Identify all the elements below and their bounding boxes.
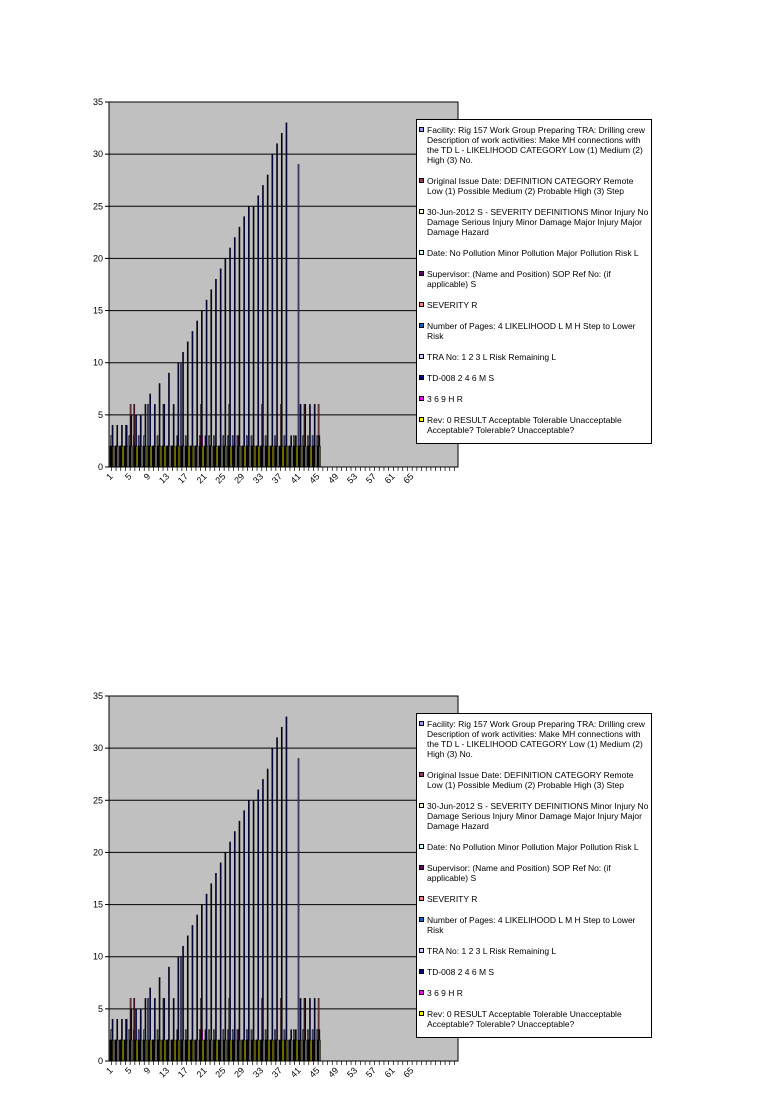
bar	[249, 446, 250, 467]
x-tick-label: 5	[122, 1065, 134, 1076]
legend-item	[419, 863, 649, 883]
bar	[235, 1040, 236, 1061]
bar	[277, 1040, 278, 1061]
legend-swatch	[419, 302, 424, 307]
bar	[272, 748, 273, 1061]
bar	[155, 446, 156, 467]
bar	[298, 759, 299, 1061]
legend-swatch	[419, 896, 424, 901]
bar	[192, 1040, 193, 1061]
legend-label: 30-Jun-2012 S - SEVERITY DEFINITIONS Minor Injury No Damage Serious Injury Minor Damage Major Injury Major Damage Hazard	[427, 801, 649, 831]
x-tick-label: 45	[307, 1065, 322, 1080]
bar	[211, 446, 212, 467]
bar	[286, 717, 287, 1061]
bar	[248, 800, 249, 1061]
y-tick-label: 20	[92, 253, 103, 264]
bar	[296, 446, 297, 467]
plot-area	[109, 102, 458, 467]
legend-label: Original Issue Date: DEFINITION CATEGORY Remote Low (1) Possible Medium (2) Probable High (3) Step	[427, 176, 634, 196]
x-tick-label: 61	[382, 1065, 397, 1080]
legend-swatch	[419, 969, 424, 974]
bar	[291, 446, 292, 467]
bar	[131, 1040, 132, 1061]
x-tick-label: 57	[363, 471, 378, 486]
bar	[244, 217, 245, 467]
bar	[253, 206, 254, 467]
legend-label: Date: No Pollution Minor Pollution Major Pollution Risk L	[427, 248, 639, 258]
legend-swatch	[419, 865, 424, 870]
legend-item	[419, 394, 649, 404]
bar	[258, 1040, 259, 1061]
bar	[215, 279, 216, 467]
legend-item	[419, 300, 649, 310]
bar	[239, 1040, 240, 1061]
bar	[277, 144, 278, 467]
bar	[169, 1040, 170, 1061]
legend-item	[419, 352, 649, 362]
legend-item	[419, 967, 649, 977]
bar	[174, 446, 175, 467]
bar	[272, 1040, 273, 1061]
bar	[234, 238, 235, 467]
bar	[164, 1040, 165, 1061]
legend-swatch	[419, 844, 424, 849]
bar	[188, 446, 189, 467]
legend-label: TD-008 2 4 6 M S	[427, 373, 495, 383]
x-tick-label: 1	[104, 471, 115, 482]
legend-item	[419, 770, 649, 790]
x-tick-label: 41	[288, 1065, 303, 1080]
bar	[291, 1040, 292, 1061]
bar	[160, 1040, 161, 1061]
bar	[211, 290, 212, 467]
bar	[207, 1040, 208, 1061]
bar	[301, 446, 302, 467]
y-tick-label: 15	[92, 899, 103, 910]
bar	[113, 1040, 114, 1061]
x-tick-label: 29	[232, 471, 247, 486]
legend-label: SEVERITY R	[427, 300, 478, 310]
bar	[282, 1040, 283, 1061]
bar	[267, 175, 268, 467]
bar	[230, 1040, 231, 1061]
y-tick-label: 0	[97, 462, 103, 472]
bar	[216, 1040, 217, 1061]
legend-item	[419, 801, 649, 831]
bar	[164, 446, 165, 467]
bar	[127, 446, 128, 467]
bar	[244, 1040, 245, 1061]
risk-chart-top	[0, 0, 768, 520]
legend-label: Number of Pages: 4 LIKELIHOOD L M H Step to Lower Risk	[427, 321, 636, 341]
x-tick-label: 57	[363, 1065, 378, 1080]
bar	[160, 446, 161, 467]
legend-label: Supervisor: (Name and Position) SOP Ref No: (if applicable) S	[427, 269, 611, 289]
legend-label: 30-Jun-2012 S - SEVERITY DEFINITIONS Minor Injury No Damage Serious Injury Minor Damage Major Injury Major Damage Hazard	[427, 207, 649, 237]
x-tick-label: 9	[141, 1065, 153, 1076]
bar	[248, 206, 249, 467]
x-tick-label: 25	[213, 1065, 228, 1080]
bar	[117, 446, 118, 467]
legend-swatch	[419, 417, 424, 422]
legend-swatch	[419, 127, 424, 132]
bar	[225, 258, 226, 467]
x-tick-label: 61	[382, 471, 397, 486]
bar	[183, 446, 184, 467]
legend-label: TD-008 2 4 6 M S	[427, 967, 495, 977]
bar	[253, 800, 254, 1061]
bar	[310, 446, 311, 467]
legend-label: Rev: 0 RESULT Acceptable Tolerable Unacceptable Acceptable? Tolerable? Unacceptable?	[427, 1009, 622, 1029]
x-tick-label: 49	[326, 1065, 341, 1080]
bar	[183, 1040, 184, 1061]
bar	[239, 446, 240, 467]
legend-swatch	[419, 375, 424, 380]
bar	[188, 1040, 189, 1061]
bar	[192, 446, 193, 467]
x-tick-label: 41	[288, 471, 303, 486]
chart-svg	[0, 594, 768, 1114]
plot-area	[109, 696, 458, 1061]
risk-chart-bottom	[0, 594, 768, 1114]
bar	[277, 738, 278, 1061]
bar	[268, 446, 269, 467]
x-tick-label: 21	[194, 471, 209, 486]
x-tick-label: 37	[269, 1065, 284, 1080]
legend-item	[419, 176, 649, 196]
bar	[197, 915, 198, 1061]
bar	[268, 1040, 269, 1061]
legend-label: Supervisor: (Name and Position) SOP Ref No: (if applicable) S	[427, 863, 611, 883]
bar	[263, 446, 264, 467]
bar	[127, 1040, 128, 1061]
legend-swatch	[419, 209, 424, 214]
legend-label: Facility: Rig 157 Work Group Preparing TRA: Drilling crew Description of work activities: Make MH connections with the TD L - LIKELIHOOD CATEGORY Low (1) Medium (2) High (3) No.	[427, 719, 645, 759]
y-tick-label: 10	[92, 951, 103, 962]
x-tick-label: 21	[194, 1065, 209, 1080]
legend-label: TRA No: 1 2 3 L Risk Remaining L	[427, 946, 557, 956]
bar	[230, 446, 231, 467]
bar	[169, 446, 170, 467]
x-tick-label: 37	[269, 471, 284, 486]
bar	[286, 1040, 287, 1061]
legend-swatch	[419, 396, 424, 401]
bar	[220, 863, 221, 1061]
legend-item	[419, 373, 649, 383]
bar	[239, 821, 240, 1061]
x-tick-label: 25	[213, 471, 228, 486]
x-tick-label: 1	[104, 1065, 115, 1076]
bar	[262, 185, 263, 467]
chart-legend	[416, 713, 652, 1038]
bar	[174, 1040, 175, 1061]
legend-label: Original Issue Date: DEFINITION CATEGORY Remote Low (1) Possible Medium (2) Probable High (3) Step	[427, 770, 634, 790]
legend-item	[419, 719, 649, 759]
bar	[301, 1040, 302, 1061]
bar	[258, 446, 259, 467]
bar	[315, 446, 316, 467]
bar	[296, 1040, 297, 1061]
legend-swatch	[419, 803, 424, 808]
bar	[281, 727, 282, 1061]
x-tick-label: 9	[141, 471, 153, 482]
bar	[211, 884, 212, 1061]
bar	[178, 446, 179, 467]
y-tick-label: 0	[97, 1056, 103, 1066]
chart-legend	[416, 119, 652, 444]
bar	[310, 1040, 311, 1061]
legend-swatch	[419, 990, 424, 995]
bar	[225, 1040, 226, 1061]
legend-swatch	[419, 250, 424, 255]
y-tick-label: 5	[97, 1003, 103, 1014]
legend-swatch	[419, 948, 424, 953]
legend-item	[419, 321, 649, 341]
chart-svg	[0, 0, 768, 520]
bar	[319, 1040, 320, 1061]
legend-swatch	[419, 917, 424, 922]
legend-item	[419, 842, 649, 852]
bar	[286, 123, 287, 467]
bar	[207, 446, 208, 467]
y-tick-label: 30	[92, 743, 103, 754]
bar	[221, 1040, 222, 1061]
y-tick-label: 35	[92, 97, 103, 107]
y-tick-label: 10	[92, 357, 103, 368]
x-tick-label: 49	[326, 471, 341, 486]
bar	[215, 873, 216, 1061]
bar	[272, 154, 273, 467]
x-tick-label: 33	[251, 471, 266, 486]
bar	[211, 1040, 212, 1061]
bar	[254, 446, 255, 467]
bar	[122, 446, 123, 467]
x-tick-label: 17	[175, 471, 190, 486]
bar	[239, 227, 240, 467]
legend-label: 3 6 9 H R	[427, 988, 463, 998]
legend-item	[419, 988, 649, 998]
bar	[206, 300, 207, 467]
bar	[113, 446, 114, 467]
legend-item	[419, 125, 649, 165]
x-tick-label: 13	[157, 471, 172, 486]
legend-label: Date: No Pollution Minor Pollution Major Pollution Risk L	[427, 842, 639, 852]
y-tick-label: 25	[92, 795, 103, 806]
legend-item	[419, 207, 649, 237]
bar	[258, 196, 259, 467]
bar	[145, 1040, 146, 1061]
bar	[150, 1040, 151, 1061]
x-tick-label: 29	[232, 1065, 247, 1080]
bar	[220, 269, 221, 467]
legend-swatch	[419, 1011, 424, 1016]
legend-swatch	[419, 323, 424, 328]
bar	[281, 133, 282, 467]
y-tick-label: 35	[92, 691, 103, 701]
bar	[305, 1040, 306, 1061]
bar	[298, 165, 299, 467]
bar	[141, 446, 142, 467]
legend-item	[419, 248, 649, 258]
bar	[197, 1040, 198, 1061]
y-tick-label: 25	[92, 201, 103, 212]
legend-swatch	[419, 772, 424, 777]
legend-item	[419, 946, 649, 956]
bar	[249, 1040, 250, 1061]
y-tick-label: 15	[92, 305, 103, 316]
legend-swatch	[419, 354, 424, 359]
bar	[178, 1040, 179, 1061]
x-tick-label: 53	[345, 471, 360, 486]
legend-item	[419, 915, 649, 935]
x-tick-label: 45	[307, 471, 322, 486]
bar	[155, 1040, 156, 1061]
x-tick-label: 17	[175, 1065, 190, 1080]
bar	[234, 832, 235, 1061]
legend-item	[419, 1009, 649, 1029]
bar	[272, 446, 273, 467]
legend-label: Facility: Rig 157 Work Group Preparing TRA: Drilling crew Description of work activities: Make MH connections with the TD L - LIKELIHOOD CATEGORY Low (1) Medium (2) High (3) No.	[427, 125, 645, 165]
y-tick-label: 5	[97, 409, 103, 420]
bar	[225, 852, 226, 1061]
bar	[131, 446, 132, 467]
legend-swatch	[419, 271, 424, 276]
bar	[230, 842, 231, 1061]
bar	[202, 1040, 203, 1061]
bar	[206, 894, 207, 1061]
legend-label: Number of Pages: 4 LIKELIHOOD L M H Step to Lower Risk	[427, 915, 636, 935]
legend-label: 3 6 9 H R	[427, 394, 463, 404]
bar	[254, 1040, 255, 1061]
bar	[262, 779, 263, 1061]
legend-label: TRA No: 1 2 3 L Risk Remaining L	[427, 352, 557, 362]
legend-item	[419, 894, 649, 904]
y-tick-label: 30	[92, 149, 103, 160]
bar	[136, 446, 137, 467]
bar	[315, 1040, 316, 1061]
legend-swatch	[419, 721, 424, 726]
legend-item	[419, 269, 649, 289]
bar	[141, 1040, 142, 1061]
bar	[267, 769, 268, 1061]
bar	[225, 446, 226, 467]
bar	[136, 1040, 137, 1061]
bar	[197, 321, 198, 467]
bar	[122, 1040, 123, 1061]
y-tick-label: 20	[92, 847, 103, 858]
x-tick-label: 65	[401, 1065, 416, 1080]
x-tick-label: 65	[401, 471, 416, 486]
bar	[216, 446, 217, 467]
bar	[286, 446, 287, 467]
bar	[263, 1040, 264, 1061]
bar	[319, 446, 320, 467]
bar	[258, 790, 259, 1061]
bar	[230, 248, 231, 467]
x-tick-label: 13	[157, 1065, 172, 1080]
bar	[117, 1040, 118, 1061]
x-tick-label: 5	[122, 471, 134, 482]
legend-swatch	[419, 178, 424, 183]
bar	[277, 446, 278, 467]
bar	[145, 446, 146, 467]
bar	[150, 446, 151, 467]
bar	[305, 446, 306, 467]
bar	[244, 811, 245, 1061]
legend-label: Rev: 0 RESULT Acceptable Tolerable Unacceptable Acceptable? Tolerable? Unacceptable?	[427, 415, 622, 435]
bar	[282, 446, 283, 467]
bar	[244, 446, 245, 467]
bar	[235, 446, 236, 467]
bar	[221, 446, 222, 467]
legend-label: SEVERITY R	[427, 894, 478, 904]
bar	[202, 446, 203, 467]
bar	[197, 446, 198, 467]
x-tick-label: 53	[345, 1065, 360, 1080]
legend-item	[419, 415, 649, 435]
x-tick-label: 33	[251, 1065, 266, 1080]
